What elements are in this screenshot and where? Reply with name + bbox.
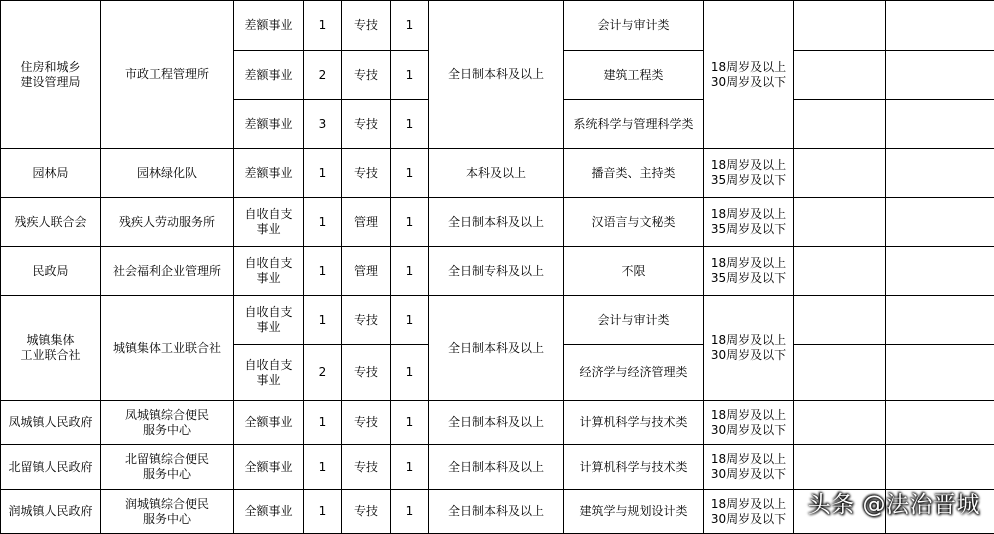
age-cell: 18周岁及以上 30周岁及以下 — [704, 490, 794, 534]
empty-cell — [886, 51, 994, 100]
unit-cell: 社会福利企业管理所 — [101, 247, 234, 296]
nature-cell: 全额事业 — [234, 445, 304, 490]
age-cell: 18周岁及以上 35周岁及以下 — [704, 198, 794, 247]
dept-cell: 北留镇人民政府 — [1, 445, 101, 490]
post-no-cell: 1 — [304, 445, 342, 490]
education-cell: 本科及以上 — [429, 149, 564, 198]
empty-cell — [794, 247, 886, 296]
post-type-cell: 管理 — [342, 198, 391, 247]
post-type-cell: 管理 — [342, 247, 391, 296]
count-cell: 1 — [391, 296, 429, 345]
nature-cell: 自收自支 事业 — [234, 296, 304, 345]
table-row — [1, 198, 994, 247]
age-cell: 18周岁及以上 30周岁及以下 — [704, 401, 794, 445]
education-cell: 全日制本科及以上 — [429, 490, 564, 534]
post-no-cell: 2 — [304, 51, 342, 100]
nature-cell: 差额事业 — [234, 149, 304, 198]
dept-cell: 住房和城乡 建设管理局 — [1, 1, 101, 149]
post-no-cell: 3 — [304, 100, 342, 149]
major-cell: 计算机科学与技术类 — [564, 401, 704, 445]
nature-cell: 全额事业 — [234, 401, 304, 445]
major-cell: 会计与审计类 — [564, 296, 704, 345]
empty-cell — [886, 296, 994, 345]
post-no-cell: 1 — [304, 247, 342, 296]
education-cell: 全日制本科及以上 — [429, 401, 564, 445]
table-row — [1, 149, 994, 198]
table-row — [1, 247, 994, 296]
major-cell: 建筑学与规划设计类 — [564, 490, 704, 534]
empty-cell — [886, 100, 994, 149]
count-cell: 1 — [391, 401, 429, 445]
post-type-cell: 专技 — [342, 100, 391, 149]
dept-cell: 残疾人联合会 — [1, 198, 101, 247]
unit-cell: 市政工程管理所 — [101, 1, 234, 149]
major-cell: 计算机科学与技术类 — [564, 445, 704, 490]
unit-cell: 残疾人劳动服务所 — [101, 198, 234, 247]
table-row — [1, 401, 994, 445]
empty-cell — [794, 100, 886, 149]
empty-cell — [886, 345, 994, 401]
post-no-cell: 1 — [304, 490, 342, 534]
unit-cell: 园林绿化队 — [101, 149, 234, 198]
count-cell: 1 — [391, 100, 429, 149]
post-no-cell: 2 — [304, 345, 342, 401]
education-cell: 全日制本科及以上 — [429, 296, 564, 401]
nature-cell: 自收自支 事业 — [234, 345, 304, 401]
post-type-cell: 专技 — [342, 345, 391, 401]
table-row — [1, 445, 994, 490]
empty-cell — [794, 296, 886, 345]
count-cell: 1 — [391, 1, 429, 51]
count-cell: 1 — [391, 345, 429, 401]
major-cell: 汉语言与文秘类 — [564, 198, 704, 247]
education-cell: 全日制本科及以上 — [429, 198, 564, 247]
post-type-cell: 专技 — [342, 445, 391, 490]
nature-cell: 自收自支 事业 — [234, 247, 304, 296]
age-cell: 18周岁及以上 35周岁及以下 — [704, 247, 794, 296]
unit-cell: 北留镇综合便民 服务中心 — [101, 445, 234, 490]
major-cell: 播音类、主持类 — [564, 149, 704, 198]
count-cell: 1 — [391, 247, 429, 296]
nature-cell: 全额事业 — [234, 490, 304, 534]
dept-cell: 润城镇人民政府 — [1, 490, 101, 534]
major-cell: 建筑工程类 — [564, 51, 704, 100]
post-type-cell: 专技 — [342, 296, 391, 345]
empty-cell — [794, 345, 886, 401]
empty-cell — [886, 445, 994, 490]
empty-cell — [794, 51, 886, 100]
unit-cell: 凤城镇综合便民 服务中心 — [101, 401, 234, 445]
major-cell: 不限 — [564, 247, 704, 296]
empty-cell — [886, 247, 994, 296]
education-cell: 全日制专科及以上 — [429, 247, 564, 296]
empty-cell — [886, 198, 994, 247]
dept-cell: 园林局 — [1, 149, 101, 198]
nature-cell: 自收自支 事业 — [234, 198, 304, 247]
post-type-cell: 专技 — [342, 149, 391, 198]
major-cell: 系统科学与管理科学类 — [564, 100, 704, 149]
major-cell: 经济学与经济管理类 — [564, 345, 704, 401]
table-row — [1, 1, 994, 51]
nature-cell: 差额事业 — [234, 1, 304, 51]
dept-cell: 城镇集体 工业联合社 — [1, 296, 101, 401]
watermark-text: 头条 @法治晋城 — [808, 486, 980, 519]
empty-cell — [886, 149, 994, 198]
count-cell: 1 — [391, 149, 429, 198]
post-no-cell: 1 — [304, 149, 342, 198]
age-cell: 18周岁及以上 30周岁及以下 — [704, 445, 794, 490]
empty-cell — [794, 1, 886, 51]
post-type-cell: 专技 — [342, 490, 391, 534]
empty-cell — [886, 401, 994, 445]
post-no-cell: 1 — [304, 401, 342, 445]
major-cell: 会计与审计类 — [564, 1, 704, 51]
count-cell: 1 — [391, 51, 429, 100]
count-cell: 1 — [391, 490, 429, 534]
count-cell: 1 — [391, 445, 429, 490]
nature-cell: 差额事业 — [234, 100, 304, 149]
empty-cell — [794, 149, 886, 198]
dept-cell: 民政局 — [1, 247, 101, 296]
empty-cell — [794, 401, 886, 445]
nature-cell: 差额事业 — [234, 51, 304, 100]
post-no-cell: 1 — [304, 296, 342, 345]
age-cell: 18周岁及以上 30周岁及以下 — [704, 296, 794, 401]
age-cell: 18周岁及以上 30周岁及以下 — [704, 1, 794, 149]
post-no-cell: 1 — [304, 198, 342, 247]
post-type-cell: 专技 — [342, 401, 391, 445]
unit-cell: 润城镇综合便民 服务中心 — [101, 490, 234, 534]
empty-cell — [794, 445, 886, 490]
post-type-cell: 专技 — [342, 51, 391, 100]
empty-cell — [886, 1, 994, 51]
education-cell: 全日制本科及以上 — [429, 445, 564, 490]
empty-cell — [794, 198, 886, 247]
age-cell: 18周岁及以上 35周岁及以下 — [704, 149, 794, 198]
unit-cell: 城镇集体工业联合社 — [101, 296, 234, 401]
table-row — [1, 296, 994, 345]
count-cell: 1 — [391, 198, 429, 247]
education-cell: 全日制本科及以上 — [429, 1, 564, 149]
dept-cell: 凤城镇人民政府 — [1, 401, 101, 445]
post-type-cell: 专技 — [342, 1, 391, 51]
post-no-cell: 1 — [304, 1, 342, 51]
